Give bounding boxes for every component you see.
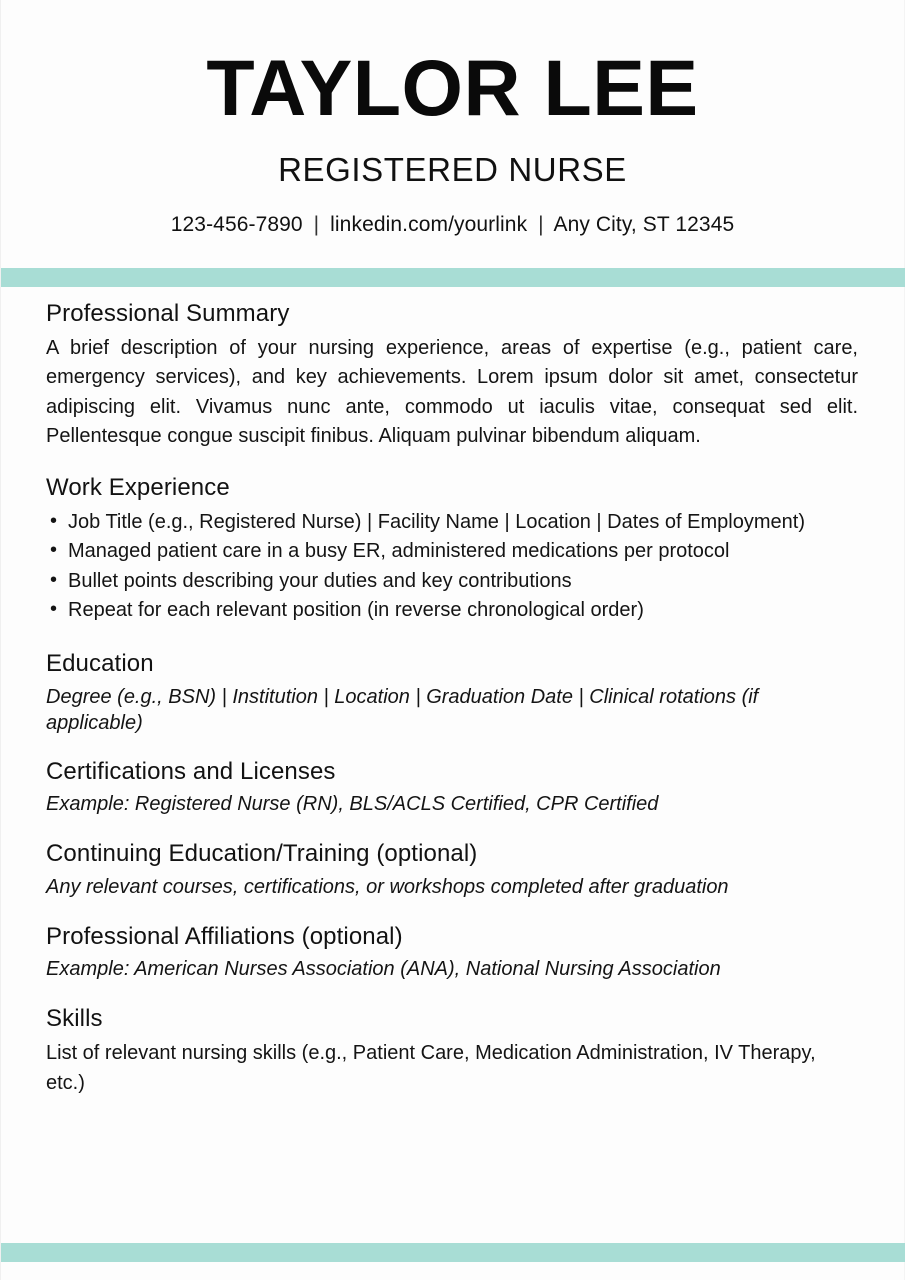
- spacer: [46, 452, 858, 474]
- section-title-work-experience: Work Experience: [46, 473, 230, 501]
- list-item: • Bullet points describing your duties and key contributions: [46, 567, 858, 597]
- section-body-professional-affiliations: Example: American Nurses Association (ANA), National Nursing Association: [46, 958, 721, 981]
- spacer: [46, 982, 858, 1005]
- work-experience-bullet-list: [46, 508, 858, 626]
- list-item: • Managed patient care in a busy ER, administered medications per protocol: [46, 537, 858, 567]
- section-certifications: [46, 758, 858, 818]
- section-body-skills: List of relevant nursing skills (e.g., Patient Care, Medication Administration, IV Therapy, etc.): [46, 1041, 816, 1094]
- list-item: • Repeat for each relevant position (in reverse chronological order): [46, 596, 858, 626]
- list-item: • Job Title (e.g., Registered Nurse) | Facility Name | Location | Dates of Employment): [46, 508, 858, 538]
- section-title-education: Education: [46, 649, 154, 677]
- section-title-professional-affiliations: Professional Affiliations (optional): [46, 922, 403, 950]
- section-professional-affiliations: [46, 923, 858, 983]
- accent-rule-top: [1, 268, 905, 287]
- section-title-skills: Skills: [46, 1005, 103, 1033]
- section-education: [46, 650, 858, 736]
- contact-line: [1, 213, 904, 237]
- section-title-certifications: Certifications and Licenses: [46, 757, 336, 785]
- contact-separator-2: |: [538, 213, 544, 236]
- spacer: [46, 900, 858, 923]
- section-body-continuing-education: Any relevant courses, certifications, or workshops completed after graduation: [46, 875, 729, 898]
- contact-location: Any City, ST 12345: [553, 213, 735, 236]
- resume-body: [46, 300, 858, 1098]
- contact-linkedin[interactable]: linkedin.com/yourlink: [330, 213, 528, 236]
- spacer: [46, 626, 858, 650]
- section-work-experience: [46, 474, 858, 626]
- section-body-certifications: Example: Registered Nurse (RN), BLS/ACLS Certified, CPR Certified: [46, 793, 659, 816]
- section-body-professional-summary: A brief description of your nursing experience, areas of expertise (e.g., patient care, emergency services), and key achievements. Lorem ipsum dolor sit amet, consectetur adipiscing elit. Vivamus nunc ante, commodo ut iaculis vitae, consequat sed elit. Pellentesque congue suscipit finibus. Aliquam pulvinar bibendum aliquam.: [46, 336, 858, 448]
- section-title-continuing-education: Continuing Education/Training (optional): [46, 840, 478, 868]
- section-title-professional-summary: Professional Summary: [46, 300, 290, 327]
- spacer: [46, 736, 858, 758]
- section-skills: [46, 1005, 858, 1098]
- candidate-job-title: REGISTERED NURSE: [278, 151, 627, 188]
- resume-header: [1, 0, 904, 237]
- contact-separator-1: |: [313, 213, 320, 236]
- section-continuing-education: [46, 840, 858, 900]
- contact-phone: 123-456-7890: [170, 213, 303, 236]
- candidate-name: TAYLOR LEE: [206, 43, 699, 132]
- section-body-education: Degree (e.g., BSN) | Institution | Location | Graduation Date | Clinical rotations (if applicable): [46, 685, 759, 734]
- spacer: [46, 817, 858, 840]
- accent-rule-bottom: [1, 1243, 905, 1262]
- section-professional-summary: [46, 300, 858, 452]
